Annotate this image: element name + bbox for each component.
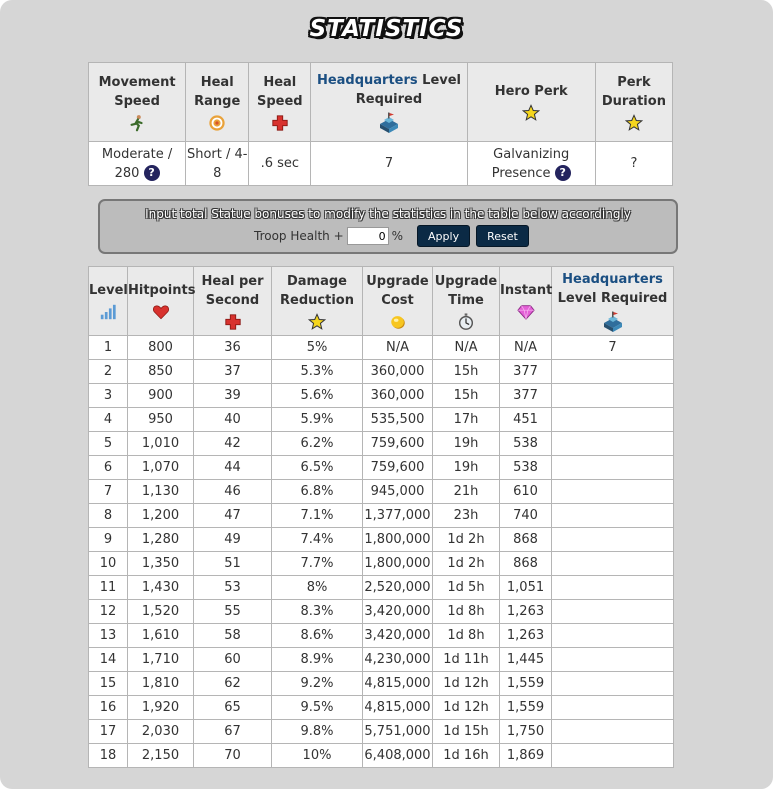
signal-bars-icon [99, 303, 117, 321]
heal-per-second-cell: 39 [194, 384, 272, 408]
upgrade-time-cell: 1d 2h [433, 552, 500, 576]
level-cell: 5 [89, 432, 128, 456]
reset-button[interactable]: Reset [476, 225, 529, 247]
hq-level-cell [552, 600, 674, 624]
upgrade-cost-cell: 1,377,000 [363, 504, 433, 528]
heal-per-second-cell: 40 [194, 408, 272, 432]
upgrade-time-cell: 15h [433, 384, 500, 408]
heal-range-header: Heal Range [186, 63, 249, 142]
upgrade-time-cell: 1d 5h [433, 576, 500, 600]
hitpoints-cell: 1,130 [128, 480, 194, 504]
heal-per-second-cell: 49 [194, 528, 272, 552]
upgrade-cost-cell: 3,420,000 [363, 600, 433, 624]
instant-cost-cell: 538 [500, 456, 552, 480]
diamond-icon [517, 303, 535, 321]
table-row [89, 456, 674, 480]
hq-level-cell [552, 576, 674, 600]
damage-reduction-cell: 9.5% [272, 696, 363, 720]
hitpoints-cell: 900 [128, 384, 194, 408]
hitpoints-cell: 1,520 [128, 600, 194, 624]
heal-per-second-cell: 60 [194, 648, 272, 672]
table-row [89, 384, 674, 408]
upgrade-time-cell: 1d 16h [433, 744, 500, 768]
star-icon [522, 104, 540, 122]
upgrade-cost-cell: 759,600 [363, 432, 433, 456]
instant-cost-cell: 1,559 [500, 672, 552, 696]
level-cell: 4 [89, 408, 128, 432]
level-cell: 6 [89, 456, 128, 480]
level-stats-table [88, 266, 674, 768]
running-man-icon [128, 114, 146, 132]
damage-reduction-cell: 5% [272, 336, 363, 360]
movement-speed-header: Movement Speed [89, 63, 186, 142]
heal-speed-header: Heal Speed [249, 63, 311, 142]
damage-reduction-header: Damage Reduction [272, 267, 363, 336]
heal-per-second-cell: 44 [194, 456, 272, 480]
percent-unit: % [391, 229, 404, 243]
instant-cost-cell: 1,445 [500, 648, 552, 672]
instant-header: Instant [500, 267, 552, 336]
table-row [89, 696, 674, 720]
instant-cost-cell: 538 [500, 432, 552, 456]
upgrade-cost-cell: N/A [363, 336, 433, 360]
hq-level-cell [552, 552, 674, 576]
damage-reduction-cell: 8.6% [272, 624, 363, 648]
upgrade-time-cell: N/A [433, 336, 500, 360]
level-cell: 10 [89, 552, 128, 576]
damage-reduction-cell: 6.5% [272, 456, 363, 480]
heal-per-second-header: Heal per Second [194, 267, 272, 336]
level-cell: 13 [89, 624, 128, 648]
instant-cost-cell: 868 [500, 552, 552, 576]
statue-bonus-modifier [98, 199, 678, 254]
headquarters-link[interactable]: Headquarters [316, 72, 418, 88]
instant-cost-cell: N/A [500, 336, 552, 360]
hitpoints-cell: 1,200 [128, 504, 194, 528]
heal-per-second-cell: 58 [194, 624, 272, 648]
hq-level-cell [552, 624, 674, 648]
hitpoints-cell: 1,710 [128, 648, 194, 672]
upgrade-cost-cell: 945,000 [363, 480, 433, 504]
hero-perk-header: Hero Perk [467, 63, 595, 142]
hq-level-cell [552, 672, 674, 696]
damage-reduction-cell: 6.2% [272, 432, 363, 456]
headquarters-icon [601, 311, 625, 333]
instant-cost-cell: 868 [500, 528, 552, 552]
heal-range-value: Short / 4-8 [186, 142, 249, 186]
level-cell: 9 [89, 528, 128, 552]
level-cell: 15 [89, 672, 128, 696]
hitpoints-cell: 1,920 [128, 696, 194, 720]
star-icon [625, 114, 643, 132]
hitpoints-cell: 800 [128, 336, 194, 360]
upgrade-time-cell: 19h [433, 456, 500, 480]
hq-level-cell [552, 360, 674, 384]
upgrade-cost-cell: 1,800,000 [363, 552, 433, 576]
hq-level-cell [552, 408, 674, 432]
hq-level-header: Headquarters Level Required [311, 63, 467, 142]
hq-level-required-header: Headquarters Level Required [552, 267, 674, 336]
instant-cost-cell: 1,559 [500, 696, 552, 720]
troop-health-label: Troop Health + [254, 229, 344, 243]
damage-reduction-cell: 9.8% [272, 720, 363, 744]
instant-cost-cell: 451 [500, 408, 552, 432]
hq-level-cell [552, 384, 674, 408]
movement-speed-value: Moderate / 280 ? [89, 142, 186, 186]
level-cell: 17 [89, 720, 128, 744]
hq-level-cell [552, 744, 674, 768]
heal-per-second-cell: 42 [194, 432, 272, 456]
level-header: Level [89, 267, 128, 336]
statistics-title: STATISTICS [309, 16, 464, 42]
hq-level-cell [552, 480, 674, 504]
help-icon[interactable]: ? [555, 165, 571, 181]
heal-per-second-cell: 53 [194, 576, 272, 600]
heart-icon [152, 303, 170, 321]
heal-per-second-cell: 67 [194, 720, 272, 744]
perk-duration-value: ? [595, 142, 672, 186]
upgrade-cost-cell: 535,500 [363, 408, 433, 432]
table-row [89, 432, 674, 456]
damage-reduction-cell: 10% [272, 744, 363, 768]
troop-health-row [254, 225, 529, 247]
hq-level-cell [552, 648, 674, 672]
hitpoints-cell: 2,150 [128, 744, 194, 768]
troop-health-input[interactable] [347, 227, 389, 245]
instant-cost-cell: 377 [500, 360, 552, 384]
upgrade-time-cell: 1d 8h [433, 600, 500, 624]
upgrade-cost-cell: 759,600 [363, 456, 433, 480]
summary-table [88, 62, 673, 186]
upgrade-time-cell: 21h [433, 480, 500, 504]
level-cell: 11 [89, 576, 128, 600]
level-cell: 16 [89, 696, 128, 720]
level-cell: 12 [89, 600, 128, 624]
instant-cost-cell: 1,869 [500, 744, 552, 768]
hitpoints-cell: 950 [128, 408, 194, 432]
table-row [89, 720, 674, 744]
upgrade-time-cell: 17h [433, 408, 500, 432]
level-cell: 1 [89, 336, 128, 360]
upgrade-time-cell: 1d 15h [433, 720, 500, 744]
hq-level-cell [552, 504, 674, 528]
heal-per-second-cell: 47 [194, 504, 272, 528]
hitpoints-cell: 1,010 [128, 432, 194, 456]
table-row [89, 576, 674, 600]
hitpoints-cell: 1,810 [128, 672, 194, 696]
upgrade-time-cell: 1d 8h [433, 624, 500, 648]
upgrade-cost-header: Upgrade Cost [363, 267, 433, 336]
instant-cost-cell: 377 [500, 384, 552, 408]
upgrade-cost-cell: 2,520,000 [363, 576, 433, 600]
heal-per-second-cell: 62 [194, 672, 272, 696]
instant-cost-cell: 1,263 [500, 600, 552, 624]
upgrade-time-cell: 23h [433, 504, 500, 528]
hq-level-cell [552, 696, 674, 720]
headquarters-link[interactable]: Headquarters [562, 271, 663, 287]
hitpoints-cell: 1,280 [128, 528, 194, 552]
heal-per-second-cell: 70 [194, 744, 272, 768]
table-row [89, 552, 674, 576]
damage-reduction-cell: 5.3% [272, 360, 363, 384]
upgrade-cost-cell: 3,420,000 [363, 624, 433, 648]
headquarters-icon [377, 112, 401, 134]
gold-coin-icon [389, 313, 407, 331]
upgrade-cost-cell: 360,000 [363, 384, 433, 408]
upgrade-time-header: Upgrade Time [433, 267, 500, 336]
hitpoints-cell: 1,610 [128, 624, 194, 648]
table-row [89, 672, 674, 696]
heal-per-second-cell: 37 [194, 360, 272, 384]
summary-values-row [89, 142, 673, 186]
hitpoints-header: Hitpoints [128, 267, 194, 336]
level-cell: 2 [89, 360, 128, 384]
heal-per-second-cell: 65 [194, 696, 272, 720]
damage-reduction-cell: 7.4% [272, 528, 363, 552]
upgrade-time-cell: 1d 2h [433, 528, 500, 552]
damage-reduction-cell: 5.6% [272, 384, 363, 408]
instant-cost-cell: 1,750 [500, 720, 552, 744]
stopwatch-icon [457, 313, 475, 331]
perk-duration-header: Perk Duration [595, 63, 672, 142]
table-row [89, 408, 674, 432]
hitpoints-cell: 850 [128, 360, 194, 384]
star-icon [308, 313, 326, 331]
hitpoints-cell: 2,030 [128, 720, 194, 744]
heal-per-second-cell: 46 [194, 480, 272, 504]
hq-level-value: 7 [311, 142, 467, 186]
apply-button[interactable]: Apply [417, 225, 470, 247]
hitpoints-cell: 1,430 [128, 576, 194, 600]
hq-level-cell [552, 432, 674, 456]
table-row [89, 744, 674, 768]
level-cell: 8 [89, 504, 128, 528]
level-cell: 3 [89, 384, 128, 408]
upgrade-time-cell: 15h [433, 360, 500, 384]
upgrade-cost-cell: 5,751,000 [363, 720, 433, 744]
heal-per-second-cell: 55 [194, 600, 272, 624]
instant-cost-cell: 740 [500, 504, 552, 528]
heal-per-second-cell: 51 [194, 552, 272, 576]
heal-speed-value: .6 sec [249, 142, 311, 186]
level-cell: 14 [89, 648, 128, 672]
instant-cost-cell: 1,051 [500, 576, 552, 600]
upgrade-cost-cell: 6,408,000 [363, 744, 433, 768]
upgrade-cost-cell: 4,815,000 [363, 672, 433, 696]
modifier-instruction: Input total Statue bonuses to modify the statistics in the table below accordingly [145, 207, 631, 221]
red-cross-icon [271, 114, 289, 132]
hq-level-cell [552, 528, 674, 552]
instant-cost-cell: 1,263 [500, 624, 552, 648]
table-row [89, 528, 674, 552]
damage-reduction-cell: 9.2% [272, 672, 363, 696]
help-icon[interactable]: ? [144, 165, 160, 181]
instant-cost-cell: 610 [500, 480, 552, 504]
target-icon [208, 114, 226, 132]
table-row [89, 336, 674, 360]
damage-reduction-cell: 8.9% [272, 648, 363, 672]
level-cell: 18 [89, 744, 128, 768]
upgrade-cost-cell: 4,815,000 [363, 696, 433, 720]
damage-reduction-cell: 6.8% [272, 480, 363, 504]
upgrade-time-cell: 1d 12h [433, 696, 500, 720]
upgrade-cost-cell: 360,000 [363, 360, 433, 384]
table-row [89, 648, 674, 672]
upgrade-cost-cell: 1,800,000 [363, 528, 433, 552]
hitpoints-cell: 1,070 [128, 456, 194, 480]
hq-level-cell [552, 456, 674, 480]
level-cell: 7 [89, 480, 128, 504]
hitpoints-cell: 1,350 [128, 552, 194, 576]
hq-level-cell: 7 [552, 336, 674, 360]
damage-reduction-cell: 7.7% [272, 552, 363, 576]
summary-header-row [89, 63, 673, 142]
upgrade-time-cell: 1d 12h [433, 672, 500, 696]
level-header-row [89, 267, 674, 336]
damage-reduction-cell: 7.1% [272, 504, 363, 528]
damage-reduction-cell: 8.3% [272, 600, 363, 624]
upgrade-time-cell: 19h [433, 432, 500, 456]
damage-reduction-cell: 5.9% [272, 408, 363, 432]
upgrade-time-cell: 1d 11h [433, 648, 500, 672]
heal-per-second-cell: 36 [194, 336, 272, 360]
table-row [89, 624, 674, 648]
damage-reduction-cell: 8% [272, 576, 363, 600]
upgrade-cost-cell: 4,230,000 [363, 648, 433, 672]
level-rows [89, 336, 674, 768]
hq-level-cell [552, 720, 674, 744]
table-row [89, 600, 674, 624]
red-cross-icon [224, 313, 242, 331]
table-row [89, 480, 674, 504]
table-row [89, 360, 674, 384]
hero-perk-value: Galvanizing Presence ? [467, 142, 595, 186]
table-row [89, 504, 674, 528]
